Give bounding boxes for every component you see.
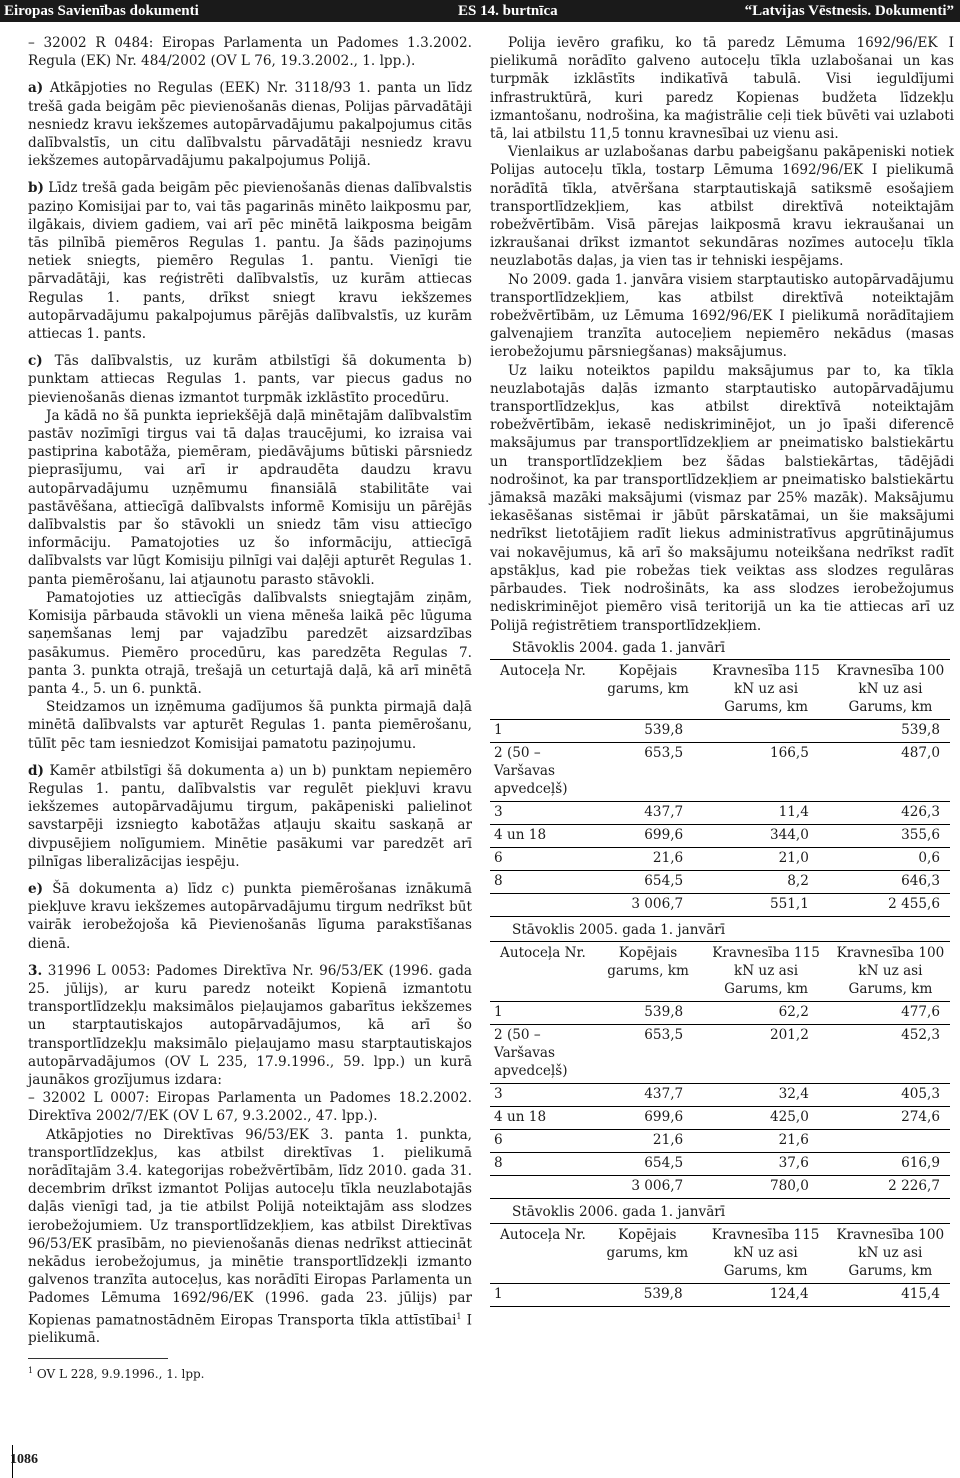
label-b: b) [28, 180, 44, 197]
table-cell: 11,4 [778, 803, 809, 820]
table-cell: 21,6 [652, 849, 684, 866]
table-header-cell: Kravnesība 100 kN uz asi Garums, km [836, 662, 945, 715]
table-cell: 6 [494, 849, 503, 866]
label-e: e) [28, 880, 44, 897]
table-cell: 1 [494, 721, 503, 738]
table-cell [831, 1130, 950, 1153]
paragraph-derogation: Atkāpjoties no Direktīvas 96/53/EK 3. panta 1. punkta, transportlīdzekļus, kas atbilst direktīvas 1. pielikumā norādītajām 3.4. kategorijas robežvērtībām, līdz 2010. gada 31. decembrim drīkst izmantot Polijas autoceļu tīkla neuzlabotajās daļās vienīgi tad, ja tie atbilst Polijā noteiktajām ass slodzes ierobežojumiem. Uz transportlīdzekļiem, kas atbilst Direktīvas 96/53/EK prasībām, no pievienošanās dienas nedrīkst attiecināt nekādus ierobežojumus, ja minētie transportlīdzekļi izmanto galvenos tranzīta autoceļus, kas norādīti Eiropas Parlamenta un Padomes Lēmuma 1692/96/EK (1996. gada 23. jūlijs) par Kopienas pamatnostādnēm Eiropas Transporta tīkla attīstībai$^1$ I pielikumā. [28, 1126, 472, 1347]
label-d: d) [28, 762, 44, 779]
table-cell: 646,3 [901, 872, 940, 889]
table-total-cell: 2 455,6 [831, 893, 950, 916]
table-header-cell: Kravnesība 100 kN uz asi Garums, km [836, 1227, 945, 1280]
paragraph-section-3: 3. 31996 L 0053: Padomes Direktīva Nr. 96/53/EK (1996. gada 25. jūlijs), ar kuru paredz noteikt Kopienā izmantotu transportlīdzekļu maksimālos pieļaujamos gabarītus iekšzemes un starptautiskajos autopārvadājumos, kā arī šo transportlīdzekļu maksimālo pieļaujamo masu starptautiskajos autopārvadājumos (OV L 235, 17.9.1996., 59. lpp.) un kurā jaunākos grozījumus izdara: [28, 962, 472, 1088]
table-cell: 62,2 [778, 1004, 809, 1021]
paragraph-e: e) Šā dokumenta a) līdz c) punkta piemērošanas iznākumā piekļuve kravu iekšzemes autopārvadājumu tirgum nedrīkst būt vairāk ierobežojoša kā Pievienošanās līguma parakstīšanas dienā. [28, 880, 472, 952]
table-header-cell: Kravnesība 100 kN uz asi Garums, km [836, 945, 945, 998]
footnote: $^1$ OV L 228, 9.9.1996., 1. lpp. [28, 1365, 205, 1381]
table-total-cell [490, 1176, 595, 1199]
table-cell: 437,7 [644, 1086, 684, 1103]
label-c: c) [28, 353, 43, 370]
table-total-cell: 780,0 [701, 1176, 831, 1199]
table-cell: 2 (50 – Varšavas apvedceļš) [494, 744, 568, 797]
table-row [490, 719, 950, 742]
right-column [490, 34, 954, 1311]
table-cell: 653,5 [644, 1027, 684, 1044]
status-table [490, 659, 950, 917]
table-cell: 21,6 [652, 1132, 684, 1149]
table-cell: 2 (50 – Varšavas apvedceļš) [494, 1027, 568, 1080]
table-header-cell: Autoceļa Nr. [500, 1227, 586, 1244]
table-cell: 425,0 [769, 1109, 809, 1126]
table-cell: 415,4 [901, 1286, 940, 1303]
table-cell: 8 [494, 872, 503, 889]
table-header-cell: Kopējais garums, km [607, 945, 689, 980]
table-total-cell: 3 006,7 [595, 893, 701, 916]
table-header-cell: Kopējais garums, km [606, 1227, 689, 1262]
table-cell: 32,4 [778, 1086, 809, 1103]
table-total-cell [490, 893, 595, 916]
status-tables [490, 639, 954, 1308]
table-cell: 653,5 [644, 744, 684, 761]
paragraph-b: b) Līdz trešā gada beigām pēc pievienošanās dienas dalībvalstis paziņo Komisijai par to, vai tās pagarinās minēto laikposmu par, ilgākais, diviem gadiem, vai arī pēc minētā laikposma beigām tās pilnībā piemēros Regulas 1. pantu. Ja šāds paziņojums netiek sniegts, piemēro Regulas 1. pantu. Vienīgi tie pārvadātāji, kas reģistrēti dalībvalstīs, uz kurām attiecas Regulas 1. pants, drīkst sniegt kravu iekšzemes autopārvadājumu pakalpojumus pārējās dalībvalstīs, uz kurām attiecas 1. pants. [28, 180, 472, 343]
table-title: Stāvoklis 2006. gada 1. janvārī [512, 1204, 726, 1221]
table-cell: 437,7 [644, 803, 684, 820]
table-total-row [490, 1176, 950, 1199]
table-cell: 0,6 [918, 849, 940, 866]
table-cell: 8,2 [787, 872, 809, 889]
table-cell: 405,3 [901, 1086, 940, 1103]
paragraph-c: c) Tās dalībvalstis, uz kurām atbilstīgi šā dokumenta b) punktam attiecas Regulas 1. pants, var piecus gadus no pievienošanās dienas izmantot turpmāk izklāstīto procedūru. [28, 353, 472, 406]
table-cell: 4 un 18 [494, 826, 547, 843]
table-cell: 21,6 [778, 1132, 809, 1149]
table-cell: 487,0 [901, 744, 940, 761]
left-column [28, 34, 472, 1382]
table-header-cell: Autoceļa Nr. [500, 662, 586, 679]
paragraph-r1: Polija ievēro grafiku, ko tā paredz Lēmuma 1692/96/EK I pielikumā norādīto galveno autoceļu tīkla uzlabošanai un kas turpmāk izklāstīts indikatīvā tabulā. Visi ieguldījumi infrastruktūrā, kuri paredz Kopienas budžeta līdzekļu izmantošanu, nodrošina, ka maģistrālie ceļi tiek būvēti vai uzlaboti tā, lai atbilstu 11,5 tonnu kravnesībai uz vienu asi. [490, 35, 954, 143]
table-cell: 124,4 [769, 1286, 809, 1303]
paragraph-r2: Vienlaikus ar uzlabošanas darbu pabeigšanu pakāpeniski notiek Polijas autoceļu tīkla, tostarp Lēmuma 1692/96/EK I pielikumā norādītā tīkla, atvēršana starptautiskajā satiksmē esošajiem transportlīdzekļiem, kas atbilst direktīvā noteiktajām robežvērtībām. Visā pārejas laikposmā kravu iekraušanai un izkraušanai drīkst izmantot sekundāras nozīmes autoceļu tīkla neuzlabotās daļas, ja vien tas ir tehniski iespējams. [490, 144, 954, 270]
paragraph-a: a) Atkāpjoties no Regulas (EEK) Nr. 3118/93 1. panta un līdz trešā gada beigām pēc pievienošanās dienas, Polijas pārvadātāji nesniedz kravu iekšzemes autopārvadājumu pakalpojumus citās dalībvalstīs, un citu dalībvalstu pārvadātāji nesniedz kravu iekšzemes autopārvadājumu pakalpojumus Polijā. [28, 80, 472, 170]
table-row [490, 1153, 950, 1176]
paragraph-c4: Steidzamos un izņēmuma gadījumos šā punkta pirmajā daļā minētā dalībvalsts var apturēt Regulas 1. panta piemērošanu, tūlīt pēc tam iesniedzot Komisijai pamatotu paziņojumu. [28, 699, 472, 752]
table-cell: 166,5 [769, 744, 809, 761]
footnote-divider [28, 1358, 168, 1359]
paragraph-r3: No 2009. gada 1. janvāra visiem starptautisko autopārvadājumu transportlīdzekļiem, kas atbilst direktīvā noteiktajām robežvērtībām, uz Lēmuma 1692/96/EK I pielikumā norādītajiem galvenajiem tranzīta autoceļiem nepiemēro nekādus (masas ierobežojumu pārsniegšanas) maksājumus. [490, 271, 954, 361]
table-row [490, 1025, 950, 1084]
page-header [0, 0, 960, 22]
table-cell: 274,6 [901, 1109, 940, 1126]
paragraph-r4: Uz laiku noteiktos papildu maksājumus par to, ka tīkla neuzlabotajās daļās izmanto starptautisko autopārvadājumu transportlīdzekļus, kas atbilst direktīvā noteiktajām robežvērtībām, iekasē nediskriminējot, un jo īpaši diferencē maksājumus par transportlīdzekļiem ar pneimatisko balstiekārtu un transportlīdzekļiem bez šādas balstiekārtas, tādējādi nodrošinot, ka par transportlīdzekļiem ar pneimatisko balstiekārtu jāmaksā mazāki maksājumi (vismaz par 25% mazāk). Maksājumu iekasēšanas sistēmai ir jābūt pārskatāmai, un šie maksājumi nedrīkst lietotājiem radīt liekus administratīvus apgrūtinājumus vai nokavējumus, kā arī šo maksājumu noteikšana nedrīkst radīt apstākļus, kad pie robežas tiek veiktas ass slodzes regulāras pārbaudes. Tiek nodrošināts, ka ass slodzes ierobežojumus nediskriminējot piemēro visā teritorijā un ka tie attiecas arī uz Polijā reģistrētiem transportlīdzekļiem. [490, 362, 954, 634]
table-cell: 4 un 18 [494, 1109, 547, 1126]
table-cell: 699,6 [644, 826, 684, 843]
table-cell: 654,5 [644, 872, 684, 889]
table-row [490, 824, 950, 847]
status-table [490, 941, 950, 1199]
paragraph-regulation-ref: – 32002 R 0484: Eiropas Parlamenta un Padomes 1.3.2002. Regula (EK) Nr. 484/2002 (OV L 76, 19.3.2002., 1. lpp.). [28, 35, 472, 70]
table-row [490, 847, 950, 870]
table-cell: 344,0 [769, 826, 809, 843]
table-row [490, 1084, 950, 1107]
paragraph-amendment: – 32002 L 0007: Eiropas Parlamenta un Padomes 18.2.2002. Direktīva 2002/7/EK (OV L 67, 9.3.2002., 47. lpp.). [28, 1090, 472, 1125]
paragraph-d: d) Kamēr atbilstīgi šā dokumenta a) un b) punktam nepiemēro Regulas 1. pantu, dalībvalstis var regulēt piekļuvi kravu iekšzemes autopārvadājumu tirgum, pakāpeniski palielinot savstarpēji izsniegto kabotāžas atļauju skaitu saskaņā ar divpusējiem nolīgumiem. Minētie pasākumi var paredzēt arī pilnīgas liberalizācijas iespēju. [28, 762, 472, 870]
table-cell: 21,0 [778, 849, 809, 866]
table-cell: 1 [494, 1286, 503, 1303]
table-total-row [490, 893, 950, 916]
label-a: a) [28, 80, 44, 97]
table-cell: 3 [494, 1086, 503, 1103]
table-cell: 616,9 [901, 1155, 940, 1172]
page-number: 1086 [10, 1452, 38, 1467]
table-cell: 539,8 [644, 721, 684, 738]
table-row [490, 870, 950, 893]
table-row [490, 1002, 950, 1025]
table-cell: 8 [494, 1155, 503, 1172]
table-row [490, 742, 950, 801]
table-cell: 426,3 [901, 803, 940, 820]
table-row [490, 1107, 950, 1130]
table-cell: 37,6 [778, 1155, 809, 1172]
label-section-3: 3. [28, 962, 43, 979]
paragraph-c2: Ja kādā no šā punkta iepriekšējā daļā minētajām dalībvalstīm pastāv nozīmīgi tirgus vai tā daļas traucējumi, ko izraisa vai pastiprina kabotāža, piemēram, piedāvājums būtiski pārsniedz pieprasījumu, vai arī ir apdraudēta daudzu kravu autopārvadājumu uzņēmumu finansiālā stabilitāte vai pastāvēšana, attiecīgā dalībvalsts informē Komisiju un pārējās dalībvalstis par šo stāvokli un sniedz tām visu attiecīgo informāciju. Pamatojoties uz šo informāciju, attiecīgā dalībvalsts var lūgt Komisiju pilnīgi vai daļēji apturēt Regulas 1. panta piemērošanu, lai atjaunotu parasto stāvokli. [28, 407, 472, 588]
table-row [490, 1130, 950, 1153]
table-cell: 539,8 [901, 721, 940, 738]
table-cell: 3 [494, 803, 503, 820]
table-header-cell: Kopējais garums, km [607, 662, 689, 697]
header-publication: Eiropas Savienības dokumenti [4, 3, 199, 19]
table-total-cell: 2 226,7 [831, 1176, 950, 1199]
table-cell [701, 719, 831, 742]
table-row [490, 801, 950, 824]
table-cell: 355,6 [901, 826, 940, 843]
table-cell: 539,8 [644, 1004, 684, 1021]
table-cell: 654,5 [644, 1155, 684, 1172]
table-cell: 477,6 [901, 1004, 940, 1021]
paragraph-c3: Pamatojoties uz attiecīgās dalībvalsts sniegtajām ziņām, Komisija pārbauda stāvokli un viena mēneša laikā pēc lūguma saņemšanas lemj par vajadzību paredzēt aizsardzības pasākumus. Piemēro procedūru, kas paredzēta Regulas 7. panta 3. punkta otrajā, trešajā un ceturtajā daļā, kā arī minētā panta 4., 5. un 6. punktā. [28, 589, 472, 697]
table-header-cell: Kravnesība 115 kN uz asi Garums, km [712, 945, 820, 998]
footnote-ref: 1 [456, 1311, 462, 1321]
table-row [490, 1284, 950, 1307]
table-header-cell: Autoceļa Nr. [500, 945, 586, 962]
table-cell: 699,6 [644, 1109, 684, 1126]
table-cell: 1 [494, 1004, 503, 1021]
table-title: Stāvoklis 2004. gada 1. janvārī [512, 639, 726, 656]
table-total-cell: 3 006,7 [595, 1176, 701, 1199]
header-journal: “Latvijas Vēstnesis. Dokumenti” [744, 3, 954, 19]
table-header-cell: Kravnesība 115 kN uz asi Garums, km [712, 662, 820, 715]
table-header-cell: Kravnesība 115 kN uz asi Garums, km [711, 1227, 820, 1280]
table-cell: 201,2 [769, 1027, 809, 1044]
table-title: Stāvoklis 2005. gada 1. janvārī [512, 921, 726, 938]
status-table [490, 1223, 950, 1307]
header-issue: ES 14. burtnīca [458, 3, 558, 19]
table-cell: 6 [494, 1132, 503, 1149]
table-total-cell: 551,1 [701, 893, 831, 916]
table-cell: 539,8 [643, 1286, 683, 1303]
table-cell: 452,3 [901, 1027, 940, 1044]
